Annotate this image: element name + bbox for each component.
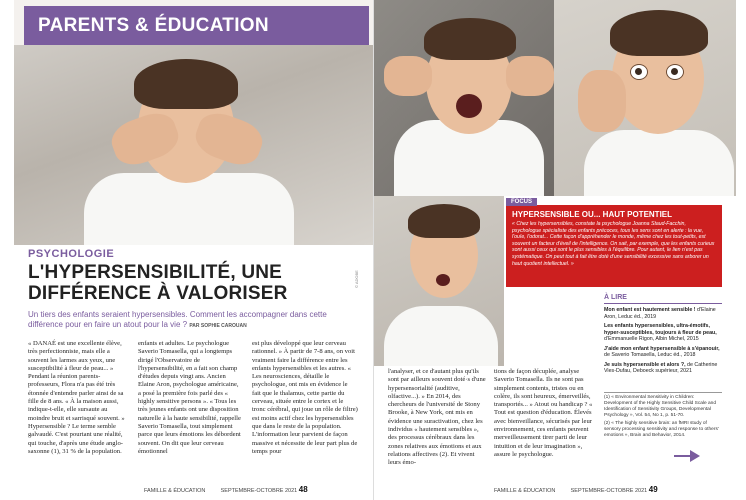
kicker: PSYCHOLOGIE bbox=[28, 248, 115, 260]
left-column-3: est plus développé que leur cerveau rationnel. » À partir de 7-8 ans, on voit vraiment faire la différence entre les enfants hypersensibles et les autres. « Les neurosciences, détaille le psychologue, ont mis en évidence le fait que le thalamus, cette partie du cerveau, située entre le cortex et le tronc cérébral, qui joue un rôle de filtre) est moins actif chez les hypersensibles que dans le reste de la population. L'information leur parvient de façon massive et nécessite de leur part plus de temps pour bbox=[252, 340, 358, 455]
footer-mag: FAMILLE & ÉDUCATION bbox=[494, 488, 556, 494]
left-page bbox=[14, 0, 373, 500]
focus-tag: FOCUS bbox=[506, 198, 537, 206]
book-detail: de Saverio Tomasella, Leduc éd., 2018 bbox=[604, 352, 696, 358]
book-item bbox=[604, 323, 722, 343]
photo-child-surprised bbox=[374, 196, 504, 366]
byline: PAR SOPHIE CAROUAN bbox=[189, 323, 247, 329]
left-footer bbox=[144, 485, 308, 494]
reference-item: (2) « The highly sensitive brain: an fMRI study of sensory processing sensitivity and response to others' emotions », Brain and Behavior, 2014. bbox=[604, 421, 719, 438]
right-column-1: l'analyser, et ce d'autant plus qu'ils sont par ailleurs souvent doté·s d'une hypersensorialité (auditive, olfactive...). » En 2014, des chercheurs de l'université de Stony Brooke, à New York, ont mis en évidence une suractivation, chez les individus « hautement sensibles », des processus cérébraux dans les zones relatives aux émotions et aux relations affectives (2). Et vivent leurs émo- bbox=[388, 368, 486, 467]
references bbox=[604, 392, 722, 439]
focus-title: HYPERSENSIBLE OU... HAUT POTENTIEL bbox=[512, 210, 673, 219]
page-number: 49 bbox=[648, 485, 658, 494]
reading-list bbox=[604, 294, 722, 375]
right-footer bbox=[494, 485, 658, 494]
reference-item: (1) « Environmental Sensitivity in Children: Development of the Highly Sensitive Child Scale and Identification of Sensitivity Groups, Developmental Psychology », Vol. 54, No 1, p. 51-70. bbox=[604, 395, 716, 418]
focus-text: « Chez les hypersensibles, constate la psychologue Joanna Staud-Facchin, psychologue spécialiste des enfants précoces, tous les sens sont en alerte : la vue, l'ouïe, l'odorat... Cette façon d'appréhender le monde, même chez les tout-petits, est souvent un facteur d'éveil de l'intelligence. On sait, par exemple, que les enfants curieux sont aussi ceux qui sont le plus sensibles à l'équilibre. Pour autant, le lien n'est pas systématique. On peut tout à fait être doté d'une sensibilité excessive sans arborer un haut quotient intellectuel. » bbox=[512, 221, 715, 267]
book-detail: de Catherine Vies-Dufau, Deboeck supérieur, 2021 bbox=[604, 361, 718, 374]
left-column-1: « DANAÉ est une excellente élève, très perfectionniste, mais elle a souvent les larmes aux yeux, une susceptibilité à fleur de peau... » Pendant la réunion parents-professeurs, Flora n'a pas été très étonnée d'entendre parler ainsi de sa fille de 8 ans. « À la maison aussi, indique-t-elle, elle sursaute au moindre bruit et sarrisqué souvent. » Hypersensible ? Le terme semble galvaudé. C'est pourtant une réalité, qui touche, d'après une étude anglo-saxonne (1), 31 % de la population. bbox=[28, 340, 125, 455]
photo-child-covering-eyes bbox=[14, 45, 373, 245]
book-title: Mon enfant est hautement sensible ! bbox=[604, 307, 696, 313]
right-column-2: tions de façon décuplée, analyse Saverio Tomasella. Ils ne sont pas simplement contents, tristes ou en colère, ils sont heureux, émerveillés, transportés... » Atout ou handicap ? « Tout est question d'éducation. Élevés avec bienveillance, sécurisés par leur environnement, ces enfants peuvent merveilleusement tirer parti de leur intuition et de leur imagination », assure le psychologue. bbox=[494, 368, 593, 458]
focus-box bbox=[506, 199, 722, 287]
footer-date: SEPTEMBRE-OCTOBRE 2021 bbox=[570, 488, 648, 494]
reading-list-title: À LIRE bbox=[604, 294, 722, 304]
footer-date: SEPTEMBRE-OCTOBRE 2021 bbox=[220, 488, 298, 494]
article-heading bbox=[28, 248, 358, 331]
section-title: PARENTS & ÉDUCATION bbox=[24, 6, 369, 46]
book-title: Les enfants hypersensibles, ultra-émotifs, hyper-susceptibles, toujours à fleur de peau, bbox=[604, 323, 717, 336]
book-title: J'aide mon enfant hypersensible à s'épanouir, bbox=[604, 345, 720, 352]
right-page bbox=[373, 0, 736, 500]
photo-credit: © ADOBE bbox=[354, 270, 359, 288]
photo-child-listening bbox=[554, 0, 736, 196]
lede-text: Un tiers des enfants seraient hypersensibles. Comment les accompagner dans cette différence pour en faire un atout pour la vie ? bbox=[28, 310, 327, 329]
lede bbox=[28, 310, 358, 331]
next-page-arrow-icon bbox=[674, 450, 700, 462]
book-item bbox=[604, 362, 722, 375]
book-detail: d'Emmanuelle Rigon, Albin Michel, 2015 bbox=[604, 336, 699, 342]
book-item bbox=[604, 307, 722, 320]
title-line-2: DIFFÉRENCE À VALORISER bbox=[28, 283, 288, 304]
left-column-2: enfants et adultes. Le psychologue Saverio Tomasella, qui a longtemps dirigé l'Observatoire de l'hypersensibilité, en a fait son champ d'études depuis vingt ans. Ancien Elaine Aron, psychologue américaine, a posé la première fois parlé des « highly sensitive persons ». « Tous les très jeunes enfants ont une disposition naturelle à la haute sensibilité, rappelle Saverio Tomasella, tout simplement parce que leurs émotions les débordent souvent. On dit que leur cerveau émotionnel bbox=[138, 340, 241, 455]
photo-child-screaming bbox=[374, 0, 554, 196]
footer-mag: FAMILLE & ÉDUCATION bbox=[144, 488, 206, 494]
book-item bbox=[604, 346, 722, 359]
book-detail: d'Elaine Aron, Leduc éd., 2019 bbox=[604, 307, 716, 320]
title-line-1: L'HYPERSENSIBILITÉ, UNE bbox=[28, 262, 283, 283]
article-title bbox=[28, 262, 358, 304]
page-number: 48 bbox=[298, 485, 308, 494]
book-title: Je suis hypersensible et alors ?, bbox=[604, 361, 686, 368]
